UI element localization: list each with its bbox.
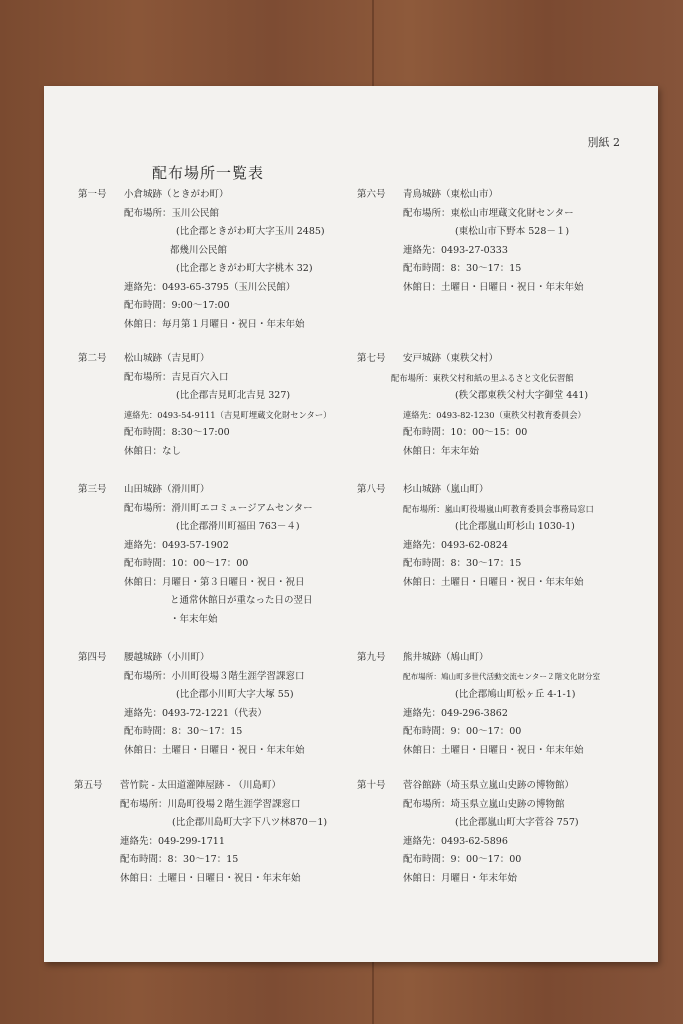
entry-number: 第一号 [78,189,107,200]
entry-number: 第六号 [357,189,386,200]
entry-line: (比企郡ときがわ町大字桃木 32) [176,263,313,274]
entry-line: ・年末年始 [170,613,218,625]
entry-line: 休館日：土曜日・日曜日・祝日・年末年始 [403,281,584,293]
entry-line: 休館日：毎月第１月曜日・祝日・年末年始 [124,318,305,330]
entry-line: 配布時間：8：30～17：15 [124,726,243,737]
document-sheet [44,86,658,962]
entry-line: (比企郡滑川町福田 763－４) [176,521,300,532]
entry-number: 第二号 [78,353,107,364]
entry-line: 休館日：月曜日・第３日曜日・祝日・祝日 [124,576,305,588]
entry-line: 配布場所：吉見百穴入口 [124,371,229,383]
entry-number: 第十号 [357,780,386,791]
entry-line: (東松山市下野本 528－１) [455,226,570,237]
entry-name: 小倉城跡（ときがわ町） [124,189,229,200]
entry-line: 配布時間：8：30～17：15 [120,854,239,865]
entry-number: 第八号 [357,484,386,495]
entry-6 [357,186,647,297]
entry-line: 配布場所：滑川町エコミュージアムセンター [124,502,313,514]
entry-number: 第五号 [74,780,103,791]
entry-line: (比企郡小川町大字大塚 55) [176,689,294,700]
entry-line: 連絡先：0493-57-1902 [124,539,229,551]
entry-line: 連絡先：049-296-3862 [403,707,508,719]
entry-line: (比企郡ときがわ町大字玉川 2485) [176,226,325,237]
entry-line: 休館日：土曜日・日曜日・祝日・年末年始 [403,576,584,588]
entry-line: 配布時間：8:30～17:00 [124,427,230,438]
entry-line: (比企郡鳩山町松ヶ丘 4-1-1) [455,689,576,700]
entry-name: 山田城跡（滑川町） [124,484,210,495]
page-title: 配布場所一覧表 [152,164,265,182]
entry-line: 配布時間：9:00～17:00 [124,300,230,311]
entry-line: (比企郡嵐山町杉山 1030-1) [455,521,575,532]
entry-line: 配布時間：8：30～17：15 [403,558,522,569]
entry-line: 連絡先：0493-82-1230（東秩父村教育委員会） [403,409,586,420]
entry-name: 安戸城跡（東秩父村） [403,353,499,364]
entry-line: 休館日：年末年始 [403,445,480,457]
entry-1 [78,186,368,334]
entry-5 [74,777,364,888]
entry-line: 連絡先：0493-54-9111（吉見町埋蔵文化財センター） [124,409,332,420]
entry-7 [357,350,647,461]
entry-9 [357,649,647,760]
entry-line: 休館日：土曜日・日曜日・祝日・年末年始 [124,744,305,756]
entry-name: 菅谷館跡（埼玉県立嵐山史跡の博物館） [403,780,575,791]
entry-2 [78,350,368,461]
entry-line: 連絡先：049-299-1711 [120,835,225,847]
attachment-tag: 別紙 2 [587,136,620,149]
entry-line: 配布時間：9：00～17：00 [403,726,522,737]
entry-line: (比企郡嵐山町大字菅谷 757) [455,817,579,828]
entry-name: 菅竹院 - 太田道灌陣屋跡 - （川島町） [120,780,281,791]
entry-line: 都幾川公民館 [170,244,228,256]
entry-line: 配布場所：鳩山町多世代活動交流センター２階文化財分室 [403,671,601,681]
entry-line: 配布場所：小川町役場３階生涯学習課窓口 [124,670,305,682]
entry-line: 配布時間：10：00～15：00 [403,427,528,438]
entry-line: 連絡先：0493-72-1221（代表） [124,707,267,719]
entry-line: 連絡先：0493-62-0824 [403,539,508,551]
entry-line: 休館日：月曜日・年末年始 [403,872,518,884]
entry-name: 青鳥城跡（東松山市） [403,189,499,200]
entry-4 [78,649,368,760]
entry-line: 休館日：土曜日・日曜日・祝日・年末年始 [120,872,301,884]
entry-line: (秩父郡東秩父村大字御堂 441) [455,390,589,401]
entry-line: 連絡先：0493-27-0333 [403,244,508,256]
entry-line: 配布場所：埼玉県立嵐山史跡の博物館 [403,798,565,810]
entry-line: (比企郡吉見町北吉見 327) [176,390,291,401]
entry-line: 配布場所：東秩父村和紙の里ふるさと文化伝習館 [391,372,574,383]
entry-10 [357,777,647,888]
entry-line: と通常休館日が重なった日の翌日 [170,595,313,606]
entry-3 [78,481,368,629]
entry-line: 連絡先：0493-62-5896 [403,835,508,847]
entry-line: 配布時間：10：00～17：00 [124,558,249,569]
entry-number: 第四号 [78,652,107,663]
entry-line: 配布時間：9：00～17：00 [403,854,522,865]
entry-number: 第三号 [78,484,107,495]
entry-8 [357,481,647,592]
entry-name: 腰越城跡（小川町） [124,652,210,663]
entry-line: 配布場所：東松山市埋蔵文化財センター [403,207,574,219]
entry-name: 杉山城跡（嵐山町） [403,484,489,495]
entry-line: 休館日：土曜日・日曜日・祝日・年末年始 [403,744,584,756]
entry-line: 休館日：なし [124,445,182,457]
entry-number: 第九号 [357,652,386,663]
entry-line: 連絡先：0493-65-3795（玉川公民館） [124,281,296,293]
entry-line: 配布時間：8：30～17：15 [403,263,522,274]
entry-name: 熊井城跡（鳩山町） [403,652,489,663]
entry-line: 配布場所：玉川公民館 [124,207,220,219]
entry-name: 松山城跡（吉見町） [124,353,210,364]
entry-line: 配布場所：嵐山町役場嵐山町教育委員会事務局窓口 [403,503,594,514]
entry-line: 配布場所：川島町役場２階生涯学習課窓口 [120,798,301,810]
entry-number: 第七号 [357,353,386,364]
entry-line: (比企郡川島町大字下八ツ林870－1) [172,817,328,828]
